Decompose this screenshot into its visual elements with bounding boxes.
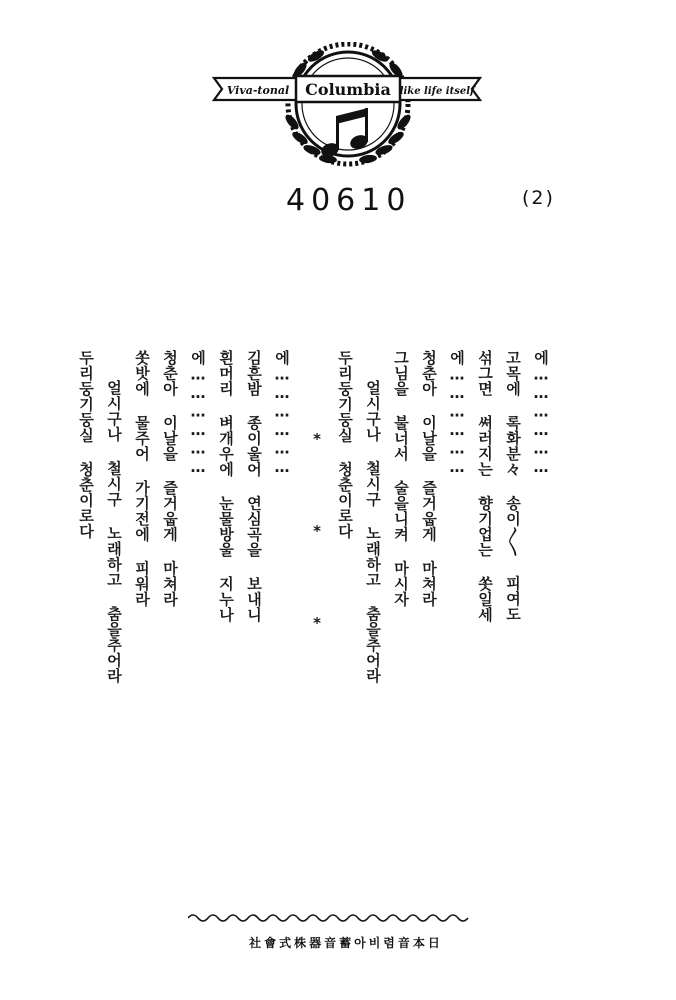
publisher-name: 社會式株器音蓄아비렴音本日 <box>249 936 443 950</box>
brand-name: Columbia <box>305 80 391 99</box>
lyric-line-16: 두리둥기둥실 청춘이로다 <box>77 350 95 539</box>
lyric-line-14: 쏫밧에 물주어 가기전에 피워라 <box>133 350 151 607</box>
wavy-divider <box>188 912 470 924</box>
lyric-line-5: 청춘아 이날을 즐거웁게 마쳐라 <box>420 350 438 607</box>
right-motto: like life itself <box>399 86 475 97</box>
lyrics-block <box>65 350 548 730</box>
lyric-line-13: 청춘아 이날을 즐거웁게 마쳐라 <box>161 350 179 607</box>
lyric-line-8: 두리둥기둥실 청춘이로다 <box>336 350 354 539</box>
lyric-line-2: 고목에 록화분々 송이〳〵 피여도 <box>504 350 522 622</box>
left-motto: Viva-tonal <box>226 84 290 97</box>
logo-emblem-icon <box>208 42 486 202</box>
side-label: (2) <box>522 187 555 209</box>
lyric-line-9: 에……………… <box>273 350 291 477</box>
lyric-line-12: 에……………… <box>189 350 207 477</box>
section-separator: * * * <box>308 430 326 660</box>
lyric-line-11: 흰머리 벼개우에 눈물방울 지누나 <box>217 350 235 623</box>
lyric-line-4: 에……………… <box>448 350 466 477</box>
lyric-line-7: 얼시구나 철시구 노래하고 춤을추어라 <box>364 380 382 684</box>
lyric-line-1: 에……………… <box>532 350 550 477</box>
lyric-line-15: 얼시구나 철시구 노래하고 춤을추어라 <box>105 380 123 684</box>
lyric-line-3: 섞그면 쎠러지는 향기업는 쏫일세 <box>476 350 494 623</box>
record-number: 40610 <box>286 183 412 218</box>
lyric-line-6: 그님을 불너서 술을니켜 마시자 <box>392 350 410 607</box>
columbia-logo <box>208 42 486 202</box>
lyric-line-10: 김흔밤 종이울어 연심곡을 보내니 <box>245 350 263 623</box>
